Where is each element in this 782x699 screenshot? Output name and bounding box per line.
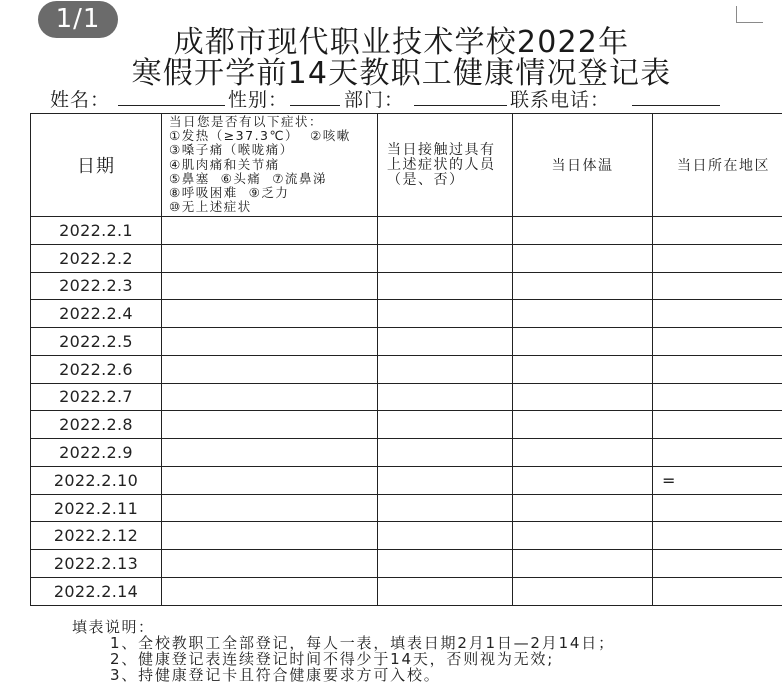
location-cell (653, 494, 782, 522)
symptom-option-line: ⑤鼻塞 ⑥头痛 ⑦流鼻涕 (169, 170, 328, 186)
table-row (31, 355, 782, 383)
location-cell (653, 328, 782, 356)
table-row (31, 494, 782, 522)
symptoms-cell (162, 466, 378, 494)
info-row (50, 89, 720, 111)
contact-cell (378, 328, 513, 356)
symptoms-cell (162, 244, 378, 272)
symptom-option-line: ①发热（≥37.3℃） ②咳嗽 (169, 128, 351, 144)
gender-blank (290, 91, 340, 106)
symptoms-cell (162, 577, 378, 605)
note-item: 2、健康登记表连续登记时间不得少于14天，否则视为无效; (110, 650, 555, 668)
location-cell (653, 439, 782, 467)
temperature-cell (513, 577, 653, 605)
header-symptoms (162, 114, 378, 217)
date-cell: 2022.2.7 (31, 383, 162, 411)
symptoms-cell (162, 272, 378, 300)
contact-cell (378, 577, 513, 605)
table-row (31, 439, 782, 467)
table-row (31, 300, 782, 328)
symptoms-cell (162, 355, 378, 383)
contact-cell (378, 522, 513, 550)
table-head (31, 114, 782, 217)
location-cell (653, 355, 782, 383)
temperature-cell (513, 411, 653, 439)
temperature-cell (513, 383, 653, 411)
symptoms-cell (162, 494, 378, 522)
location-cell (653, 411, 782, 439)
contact-cell (378, 355, 513, 383)
temperature-cell (513, 466, 653, 494)
temperature-cell (513, 217, 653, 245)
page-indicator[interactable]: 1/1 (38, 1, 118, 38)
info-label-gender: 性别： (228, 89, 289, 111)
note-item: 1、全校教职工全部登记，每人一表，填表日期2月1日—2月14日； (110, 634, 615, 652)
header-contact (378, 114, 513, 217)
temperature-cell (513, 522, 653, 550)
note-item: 3、持健康登记卡且符合健康要求方可入校。 (110, 666, 441, 684)
location-cell (653, 244, 782, 272)
date-cell: 2022.2.12 (31, 522, 162, 550)
header-location: 当日所在地区 (653, 114, 782, 217)
table-row (31, 383, 782, 411)
symptoms-cell (162, 383, 378, 411)
location-cell (653, 577, 782, 605)
table-row (31, 411, 782, 439)
table-row (31, 577, 782, 605)
location-cell (653, 272, 782, 300)
contact-cell (378, 383, 513, 411)
name-blank (118, 91, 225, 106)
health-table (30, 113, 782, 606)
table-row (31, 272, 782, 300)
location-cell (653, 522, 782, 550)
symptoms-cell (162, 439, 378, 467)
symptoms-cell (162, 550, 378, 578)
date-cell: 2022.2.11 (31, 494, 162, 522)
info-label-department: 部门： (344, 89, 405, 111)
contact-cell (378, 411, 513, 439)
location-cell: = (653, 466, 782, 494)
date-cell: 2022.2.1 (31, 217, 162, 245)
info-label-name: 姓名： (50, 89, 111, 111)
symptom-option-line: ⑧呼吸困难 ⑨乏力 (169, 185, 290, 201)
header-date: 日期 (31, 114, 162, 217)
info-label-phone: 联系电话： (510, 89, 611, 111)
contact-cell (378, 466, 513, 494)
date-cell: 2022.2.5 (31, 328, 162, 356)
contact-cell (378, 494, 513, 522)
temperature-cell (513, 494, 653, 522)
symptoms-cell (162, 328, 378, 356)
temperature-cell (513, 328, 653, 356)
symptoms-cell (162, 300, 378, 328)
department-blank (414, 91, 507, 106)
symptom-option-line: ④肌肉痛和关节痛 (169, 156, 280, 172)
date-cell: 2022.2.3 (31, 272, 162, 300)
symptoms-cell (162, 217, 378, 245)
symptoms-cell (162, 411, 378, 439)
contact-cell (378, 550, 513, 578)
temperature-cell (513, 355, 653, 383)
location-cell (653, 217, 782, 245)
date-cell: 2022.2.8 (31, 411, 162, 439)
contact-cell (378, 439, 513, 467)
form-notes (72, 619, 615, 683)
header-contact-line: 上述症状的人员 (387, 156, 496, 173)
temperature-cell (513, 439, 653, 467)
header-temperature: 当日体温 (513, 114, 653, 217)
table-row (31, 217, 782, 245)
temperature-cell (513, 550, 653, 578)
table-row (31, 550, 782, 578)
crop-mark (736, 6, 763, 23)
table-row (31, 244, 782, 272)
temperature-cell (513, 244, 653, 272)
date-cell: 2022.2.14 (31, 577, 162, 605)
date-cell: 2022.2.13 (31, 550, 162, 578)
location-cell (653, 550, 782, 578)
date-cell: 2022.2.2 (31, 244, 162, 272)
table-body (31, 217, 782, 606)
date-cell: 2022.2.6 (31, 355, 162, 383)
table-row (31, 466, 782, 494)
temperature-cell (513, 300, 653, 328)
symptom-prompt: 当日您是否有以下症状： (169, 114, 324, 129)
symptoms-cell (162, 522, 378, 550)
form-title (30, 27, 773, 89)
contact-cell (378, 300, 513, 328)
notes-heading: 填表说明： (72, 618, 155, 636)
table-row (31, 328, 782, 356)
form-title-line1: 成都市现代职业技术学校2022年 (173, 25, 630, 60)
date-cell: 2022.2.9 (31, 439, 162, 467)
phone-blank (632, 91, 720, 106)
location-cell (653, 300, 782, 328)
contact-cell (378, 272, 513, 300)
header-contact-line: 当日接触过具有 (387, 141, 496, 158)
symptom-option-line: ③嗓子痛（喉咙痛） (169, 142, 294, 158)
form-title-line2: 寒假开学前14天教职工健康情况登记表 (131, 56, 672, 91)
table-row (31, 522, 782, 550)
symptom-option-line: ⑩无上述症状 (169, 199, 252, 215)
contact-cell (378, 244, 513, 272)
header-contact-line: （是、否） (387, 171, 465, 188)
temperature-cell (513, 272, 653, 300)
location-cell (653, 383, 782, 411)
contact-cell (378, 217, 513, 245)
date-cell: 2022.2.10 (31, 466, 162, 494)
header-row (31, 114, 782, 217)
date-cell: 2022.2.4 (31, 300, 162, 328)
